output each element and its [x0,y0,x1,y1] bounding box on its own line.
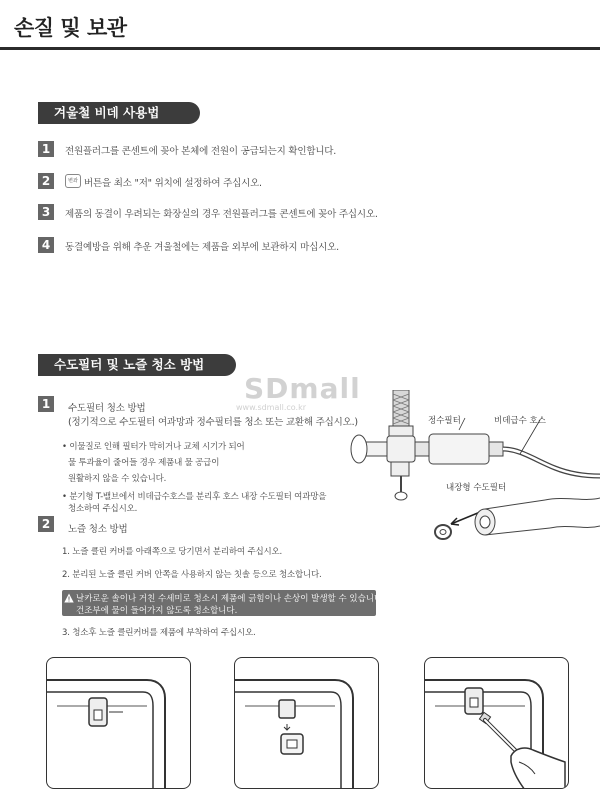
label-purifier-filter: 정수필터 [428,416,461,426]
nozzle-panel-2-illustration [235,658,379,789]
title-divider [0,47,600,50]
purifier-filter-illustration [415,434,503,464]
filter-step-1-subtitle: (정기적으로 수도필터 여과망과 정수필터를 청소 또는 교환해 주십시오.) [68,417,358,428]
nozzle-panel-1-illustration [47,658,191,789]
filter-bullet-2-line-1: • 분기형 T-밸브에서 비데급수호스를 분리후 호스 내장 수도필터 여과망을 [62,492,327,502]
filter-bullet-1-line-2: 물 투과율이 줄어들 경우 제품내 물 공급이 [68,458,220,468]
nozzle-step-panel-2 [234,657,379,789]
warning-box [62,590,385,616]
nozzle-step-panel-1 [46,657,191,789]
step-badge-4: 4 [38,237,54,253]
step-badge-filter-1: 1 [38,396,54,412]
nozzle-panel-3-illustration [425,658,569,789]
filter-bullet-1-line-3: 원활하지 않을 수 있습니다. [68,474,167,484]
step-badge-filter-2: 2 [38,516,54,532]
winter-step-4-text: 동결예방을 위해 추운 겨울철에는 제품을 외부에 보관하지 마십시오. [65,242,339,253]
label-internal-filter: 내장형 수도필터 [446,483,507,493]
nozzle-item-2: 2. 분리된 노즐 클린 커버 안쪽을 사용하지 않는 칫솔 등으로 청소합니다. [62,570,322,580]
nozzle-step-title: 노즐 청소 방법 [68,524,128,535]
watermark: SDmall [244,372,361,405]
winter-step-1-text: 전원플러그를 콘센트에 꽂아 본체에 전원이 공급되는지 확인합니다. [65,146,337,157]
step-badge-2: 2 [38,173,54,189]
filter-bullet-1-line-1: • 이물질로 인해 필터가 막히거나 교체 시기가 되어 [62,442,245,452]
nozzle-item-1: 1. 노즐 클린 커버를 아래쪽으로 당기면서 분리하여 주십시오. [62,547,282,557]
winter-step-2-text: 버튼을 최소 "저" 위치에 설정하여 주십시오. [84,178,262,189]
nozzle-item-3: 3. 청소후 노즐 클린커버를 제품에 부착하여 주십시오. [62,628,256,638]
seat-button-icon: 변좌 [65,174,81,188]
warning-line-2: 건조부에 물이 들어가지 않도록 청소합니다. [76,606,238,616]
filter-diagram [345,390,600,550]
braided-hose-illustration [389,390,413,436]
label-bidet-hose: 비데급수 호스 [494,416,546,426]
filter-step-1-title: 수도필터 청소 방법 [68,403,146,414]
warning-triangle-icon [64,593,74,603]
warning-line-1: 날카로운 솔이나 거친 수세미로 청소시 제품에 긁힘이나 손상이 발생할 수 있습니다. [76,594,385,604]
bidet-hose-line [503,449,600,476]
nozzle-step-panel-3 [424,657,569,789]
step-badge-3: 3 [38,204,54,220]
step-badge-1: 1 [38,141,54,157]
section-header-winter: 겨울철 비데 사용법 [38,102,200,124]
winter-step-3-text: 제품의 동결이 우려되는 화장실의 경우 전원플러그를 콘센트에 꽂아 주십시오. [65,209,378,220]
section-header-filter: 수도필터 및 노즐 청소 방법 [38,354,236,376]
internal-filter-illustration [435,498,600,539]
page-title: 손질 및 보관 [14,16,127,40]
filter-bullet-2-line-2: 청소하여 주십시오. [68,504,138,514]
watermark-url: www.sdmall.co.kr [236,403,306,412]
t-valve-illustration [351,435,415,500]
